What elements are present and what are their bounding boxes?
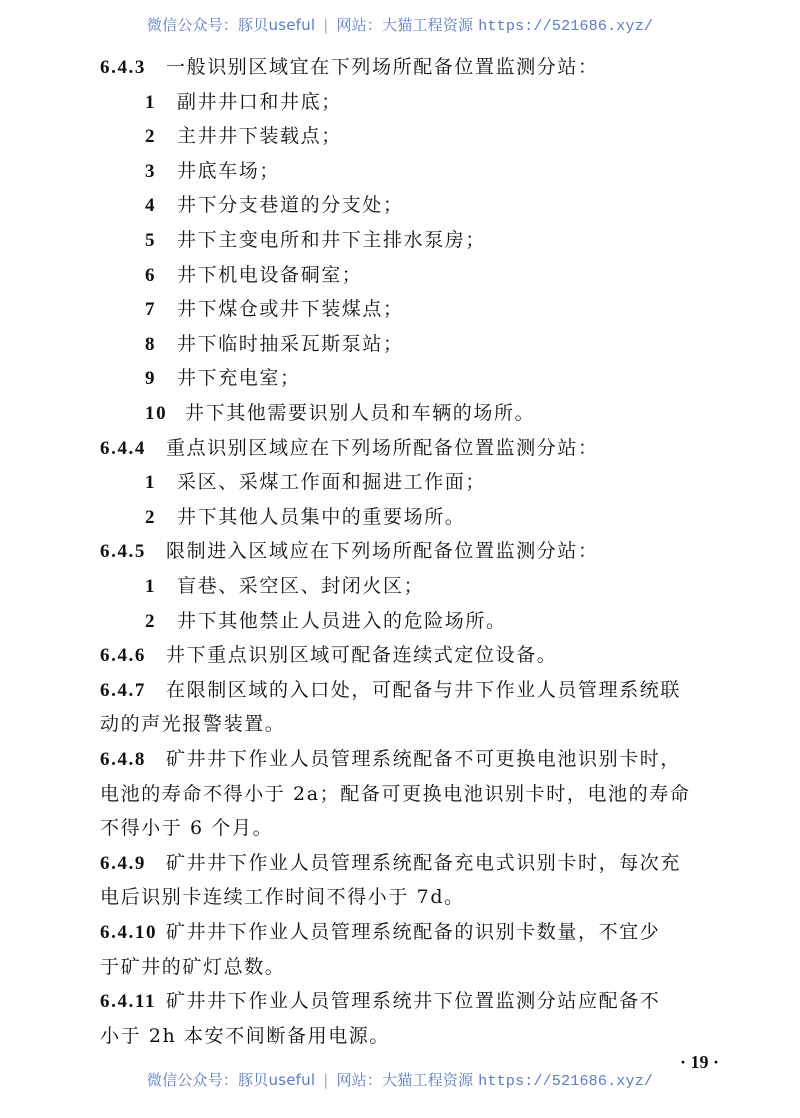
line-text: 井下临时抽采瓦斯泵站； [177, 332, 404, 355]
clause-continuation [100, 779, 690, 806]
list-item [145, 190, 404, 217]
clause [100, 52, 599, 79]
item-number: 10 [145, 403, 168, 424]
item-number: 4 [145, 195, 157, 217]
line-text: 井下其他需要识别人员和车辆的场所。 [185, 402, 536, 424]
list-item [145, 398, 535, 425]
watermark-separator: | [323, 1071, 329, 1089]
item-number: 6 [145, 264, 157, 286]
list-item [145, 225, 486, 252]
item-number: 7 [145, 299, 157, 321]
clause-continuation [100, 952, 285, 979]
line-text: 动的声光报警装置。 [100, 713, 286, 736]
line-text: 矿井井下作业人员管理系统井下位置监测分站应配备不 [166, 990, 661, 1013]
clause-number: 6.4.3 [100, 57, 146, 78]
line-text: 矿井井下作业人员管理系统配备充电式识别卡时，每次充 [166, 851, 682, 874]
list-item [145, 87, 342, 114]
watermark-header [0, 14, 800, 35]
clause-continuation [100, 709, 285, 736]
line-text: 井下其他人员集中的重要场所。 [177, 505, 466, 528]
watermark-footer [0, 1069, 800, 1090]
line-text: 矿井井下作业人员管理系统配备的识别卡数量，不宜少 [166, 921, 661, 943]
watermark-prefix: 微信公众号：豚贝useful [146, 1071, 316, 1089]
watermark-site: 网站：大猫工程资源 [336, 1071, 474, 1089]
item-number: 5 [145, 230, 157, 251]
clause [100, 536, 599, 563]
list-item [145, 363, 301, 390]
list-item [145, 502, 465, 529]
line-text: 井下其他禁止人员进入的危险场所。 [177, 609, 507, 632]
line-text: 井下主变电所和井下主排水泵房； [177, 229, 487, 251]
line-text: 井下机电设备硐室； [177, 263, 363, 286]
watermark-prefix: 微信公众号：豚贝useful [146, 16, 316, 34]
item-number: 9 [145, 368, 157, 390]
item-number: 2 [145, 126, 157, 148]
line-text: 井底车场； [177, 159, 281, 182]
clause [100, 744, 681, 771]
clause [100, 675, 681, 702]
line-text: 矿井井下作业人员管理系统配备不可更换电池识别卡时， [166, 748, 682, 770]
line-text: 在限制区域的入口处，可配备与井下作业人员管理系统联 [166, 678, 682, 701]
list-item [145, 121, 342, 148]
line-text: 一般识别区域宜在下列场所配备位置监测分站： [166, 56, 599, 78]
item-number: 8 [145, 333, 157, 355]
clause [100, 640, 557, 667]
item-number: 1 [145, 576, 157, 597]
clause-number: 6.4.7 [100, 679, 146, 701]
watermark-url: https://521686.xyz/ [478, 1073, 654, 1090]
line-text: 重点识别区域应在下列场所配备位置监测分站： [166, 436, 599, 459]
item-number: 1 [145, 91, 157, 113]
clause [100, 917, 660, 944]
clause-continuation [100, 882, 465, 909]
line-text: 主井井下装载点； [177, 125, 342, 148]
list-item [145, 329, 404, 356]
line-text: 电后识别卡连续工作时间不得小于 7d。 [100, 886, 465, 909]
line-text: 于矿井的矿灯总数。 [100, 955, 286, 978]
clause [100, 848, 681, 875]
clause-number: 6.4.5 [100, 541, 146, 563]
line-text: 盲巷、采空区、封闭火区； [177, 575, 425, 597]
clause [100, 433, 599, 460]
clause [100, 986, 660, 1013]
line-text: 井下煤仓或井下装煤点； [177, 298, 404, 321]
line-text: 井下充电室； [177, 367, 301, 390]
list-item [145, 260, 362, 287]
list-item [145, 606, 507, 633]
item-number: 2 [145, 506, 157, 528]
line-text: 采区、采煤工作面和掘进工作面； [177, 471, 487, 494]
watermark-separator: | [323, 16, 329, 34]
clause-number: 6.4.11 [100, 991, 157, 1013]
list-item [145, 467, 486, 494]
line-text: 电池的寿命不得小于 2a；配备可更换电池识别卡时，电池的寿命 [100, 782, 691, 805]
line-text: 副井井口和井底； [177, 90, 342, 113]
watermark-url: https://521686.xyz/ [478, 18, 654, 35]
list-item [145, 571, 424, 598]
clause-number: 6.4.9 [100, 852, 146, 874]
clause-continuation [100, 813, 273, 840]
line-text: 井下分支巷道的分支处； [177, 194, 404, 217]
clause-number: 6.4.10 [100, 922, 158, 943]
item-number: 1 [145, 472, 157, 494]
list-item [145, 294, 404, 321]
clause-number: 6.4.8 [100, 749, 146, 770]
watermark-site: 网站：大猫工程资源 [336, 16, 474, 34]
clause-number: 6.4.4 [100, 437, 146, 459]
list-item [145, 156, 280, 183]
item-number: 2 [145, 610, 157, 632]
line-text: 小于 2h 本安不间断备用电源。 [100, 1024, 391, 1047]
line-text: 不得小于 6 个月。 [100, 817, 274, 840]
line-text: 限制进入区域应在下列场所配备位置监测分站： [166, 540, 599, 563]
clause-number: 6.4.6 [100, 645, 146, 667]
line-text: 井下重点识别区域可配备连续式定位设备。 [166, 644, 558, 667]
page-number: · 19 · [680, 1052, 720, 1072]
item-number: 3 [145, 160, 157, 182]
clause-continuation [100, 1021, 390, 1048]
